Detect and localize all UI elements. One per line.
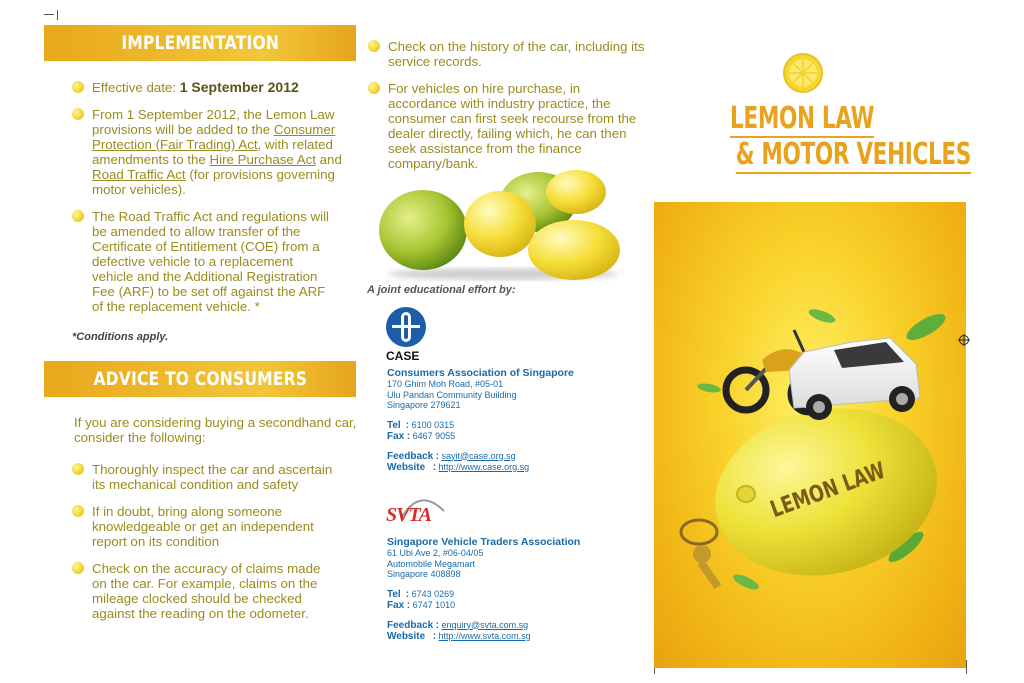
cover-title-line-2: & MOTOR VEHICLES bbox=[735, 137, 971, 172]
svta-logo-text: SVTA bbox=[386, 504, 431, 526]
case-logo-text: CASE bbox=[386, 349, 420, 363]
case-address-3: Singapore 279621 bbox=[387, 400, 461, 410]
case-name: Consumers Association of Singapore bbox=[387, 367, 574, 379]
lemon-slice-icon bbox=[782, 52, 824, 94]
crop-mark bbox=[44, 14, 54, 15]
svta-address-1: 61 Ubi Ave 2, #06-04/05 bbox=[387, 548, 484, 558]
svta-website-link[interactable]: http://www.svta.com.sg bbox=[438, 630, 531, 641]
cover-title-line-1: LEMON LAW bbox=[729, 101, 875, 136]
svta-feedback-link[interactable]: enquiry@svta.com.sg bbox=[441, 619, 529, 630]
case-website-link[interactable]: http://www.case.org.sg bbox=[438, 461, 530, 472]
crop-mark bbox=[966, 660, 967, 674]
case-logo bbox=[386, 307, 430, 363]
advice-header: ADVICE TO CONSUMERS bbox=[44, 361, 356, 397]
list-item: Check on the accuracy of claims made on the car. For example, claims on the mileage clocked should be checked against the reading on the odometer. bbox=[72, 561, 337, 621]
lemon-bullet-icon bbox=[72, 505, 84, 517]
svta-name: Singapore Vehicle Traders Association bbox=[387, 536, 581, 548]
road-traffic-act-link[interactable]: Road Traffic Act bbox=[92, 167, 186, 182]
lemon-bullet-icon bbox=[72, 81, 84, 93]
case-address-2: Ulu Pandan Community Building bbox=[387, 389, 517, 400]
lemon-law-text: LEMON LAW bbox=[767, 445, 924, 524]
list-item: If in doubt, bring along someone knowledgeable or get an independent report on its condition bbox=[72, 504, 337, 549]
list-item: From 1 September 2012, the Lemon Law provisions will be added to the Consumer Protection (Fair Trading) Act, with related amendments to the Hire Purchase Act and Road Traffic Act (for provisions governing motor vehicles). bbox=[72, 107, 354, 197]
case-contact: Consumers Association of Singapore 170 Ghim Moh Road, #05-01 Ulu Pandan Community Building Singapore 279621 Tel : 6100 0315 Fax : 6467 9055 Feedback : sayit@case.org.sg Website : http://www.case.org.sg bbox=[387, 367, 647, 473]
svta-address-2: Automobile Megamart bbox=[387, 558, 476, 569]
list-item: Thoroughly inspect the car and ascertain its mechanical condition and safety bbox=[72, 462, 337, 492]
lemons-illustration bbox=[378, 162, 628, 282]
svta-address-3: Singapore 408898 bbox=[387, 569, 461, 579]
case-address-1: 170 Ghim Moh Road, #05-01 bbox=[387, 379, 504, 389]
lemon-bullet-icon bbox=[368, 82, 380, 94]
implementation-list bbox=[72, 80, 354, 326]
list-item bbox=[72, 80, 354, 95]
registration-mark-icon bbox=[958, 334, 970, 346]
effective-date-label: Effective date: bbox=[92, 80, 180, 95]
consumer-protection-act-link-2[interactable]: Protection (Fair Trading) Act bbox=[92, 137, 258, 152]
list-item: For vehicles on hire purchase, in accordance with industry practice, the consumer can first seek recourse from the dealer directly, failing which, he can then seek assistance from the finance company/bank. bbox=[368, 81, 646, 171]
case-fax: 6467 9055 bbox=[412, 430, 456, 441]
hire-purchase-act-link[interactable]: Hire Purchase Act bbox=[209, 152, 316, 167]
advice-intro: If you are considering buying a secondhand car, consider the following: bbox=[74, 415, 357, 445]
advice-list bbox=[72, 462, 337, 633]
list-item: Check on the history of the car, including its service records. bbox=[368, 39, 646, 69]
cover-art-panel bbox=[654, 202, 966, 668]
lemon-bullet-icon bbox=[72, 463, 84, 475]
lemon-bullet-icon bbox=[72, 562, 84, 574]
car-icon bbox=[789, 338, 920, 420]
case-tel: 6100 0315 bbox=[411, 419, 455, 430]
case-feedback-link[interactable]: sayit@case.org.sg bbox=[441, 450, 516, 461]
list-item: The Road Traffic Act and regulations will be amended to allow transfer of the Certificate of Entitlement (COE) from a defective vehicle to a replacement vehicle and the Additional Registration Fee (ARF) to be set off against the ARF of the replacement vehicle. * bbox=[72, 209, 337, 314]
case-logo-mark bbox=[386, 307, 426, 347]
svta-fax: 6747 1010 bbox=[412, 599, 456, 610]
lemon-bullet-icon bbox=[368, 40, 380, 52]
effective-date: 1 September 2012 bbox=[179, 79, 299, 95]
svta-tel: 6743 0269 bbox=[411, 588, 455, 599]
svta-contact: Singapore Vehicle Traders Association 61 Ubi Ave 2, #06-04/05 Automobile Megamart Singapore 408898 Tel : 6743 0269 Fax : 6747 1010 Feedback : enquiry@svta.com.sg Website : http://www.svta.com.sg bbox=[387, 536, 647, 642]
implementation-header: IMPLEMENTATION bbox=[44, 25, 356, 61]
joint-effort-label: A joint educational effort by: bbox=[367, 284, 516, 296]
cover-illustration bbox=[654, 202, 966, 668]
consumer-protection-act-link[interactable]: Consumer bbox=[273, 122, 336, 137]
lemon-bullet-icon bbox=[72, 210, 84, 222]
key-icon bbox=[681, 520, 721, 589]
conditions-note: *Conditions apply. bbox=[72, 331, 169, 343]
crop-mark bbox=[57, 10, 58, 20]
lemon-bullet-icon bbox=[72, 108, 84, 120]
svta-logo bbox=[384, 487, 456, 529]
